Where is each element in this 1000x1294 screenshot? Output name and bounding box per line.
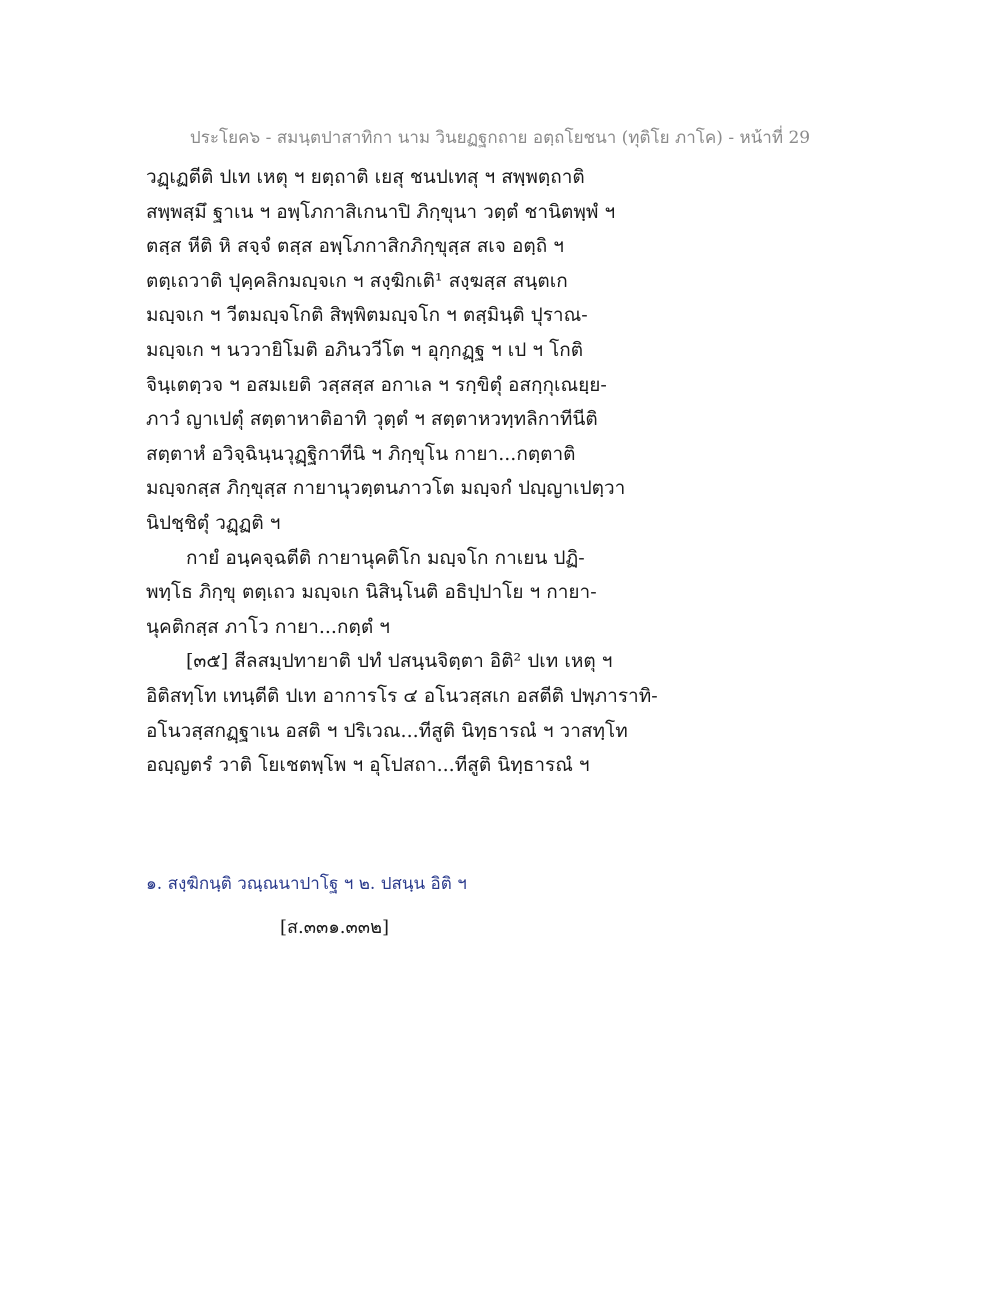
paragraph-start-line: [๓๕] สีลสมฺปทายาติ ปทํ ปสนฺนจิตฺตา อิติ² ปเท เหตุ ฯ (186, 650, 613, 673)
text-line: อิติสทฺโท เทนฺตีติ ปเท อาการโร ๔ อโนวสฺสเก อสตีติ ปพฺภาราทิ- (146, 684, 658, 707)
paragraph-start-line: กายํ อนฺคจฺฉตีติ กายานุคติโก มญฺจโก กาเยน ปฏิ- (186, 546, 585, 569)
text-line: นิปชฺชิตุํ วฏฺฏติ ฯ (146, 511, 281, 534)
text-line: พทฺโธ ภิกฺขุ ตตฺเถว มญฺจเก นิสินฺโนติ อธิปฺปาโย ฯ กายา- (146, 581, 597, 604)
text-line: อโนวสฺสกฏฺฐาเน อสติ ฯ ปริเวณ...ทีสูติ นิทฺธารณํ ฯ วาสทฺโท (146, 719, 628, 742)
text-line: มญฺจเก ฯ วีตมญฺจโกติ สิพฺพิตมญฺจโก ฯ ตสฺมินฺติ ปุราณ- (146, 304, 588, 327)
text-line: ภาวํ ญาเปตุํ สตฺตาหาติอาทิ วุตฺตํ ฯ สตฺตาหวทฺทลิกาทีนีติ (146, 408, 598, 431)
running-header: ประโยค๖ - สมนฺตปาสาทิกา นาม วินยฏฐกถาย อตฺถโยชนา (ทุติโย ภาโค) - หน้าที่ 29 (189, 128, 811, 148)
text-line: ตสฺส หีติ หิ สจฺจํ ตสฺส อพฺโภกาสิกภิกฺขุสฺส สเจ อตฺถิ ฯ (146, 235, 564, 258)
text-line: มญฺจเก ฯ นววายิโมติ อภินววีโต ฯ อุกฺกฏฺฐ ฯ เป ฯ โกติ (146, 338, 584, 361)
text-line: วฏฺเฏตีติ ปเท เหตุ ฯ ยตฺถาติ เยสุ ชนปเทสุ ฯ สพฺพตฺถาติ (146, 166, 585, 188)
text-line: มญฺจกสฺส ภิกฺขุสฺส กายานุวตฺตนภาวโต มญฺจกํ ปญฺญาเปตฺวา (146, 477, 626, 500)
footnote: ๑. สงฺฆิกนฺติ วณฺณนาปาโฐ ฯ ๒. ปสนฺน อิติ ฯ (146, 874, 467, 894)
text-line: อญฺญตรํ วาติ โยเชตพฺโพ ฯ อุโปสถา...ทีสูติ นิทฺธารณํ ฯ (146, 754, 590, 777)
text-line: จินฺเตตฺวจ ฯ อสมเยติ วสฺสสฺส อกาเล ฯ รกฺขิตุํ อสกฺกุเณยฺย- (146, 373, 607, 396)
text-line: สพฺพสฺมึ ฐาเน ฯ อพฺโภกาสิเกนาปิ ภิกฺขุนา วตฺตํ ชานิตพฺพํ ฯ (146, 200, 616, 223)
body-text (146, 160, 866, 783)
text-line: ตตฺเถวาติ ปุคฺคลิกมญฺจเก ฯ สงฺฆิกเติ¹ สงฺฆสฺส สนฺตเก (146, 269, 568, 292)
text-line: นุคติกสฺส ภาโว กายา...กตฺตํ ฯ (146, 615, 390, 638)
page-reference: [ส.๓๓๑.๓๓๒] (280, 917, 389, 938)
text-line: สตฺตาหํ อวิจฺฉินฺนวุฏฺฐิกาทีนิ ฯ ภิกฺขุโน กายา...กตฺตาติ (146, 442, 576, 465)
